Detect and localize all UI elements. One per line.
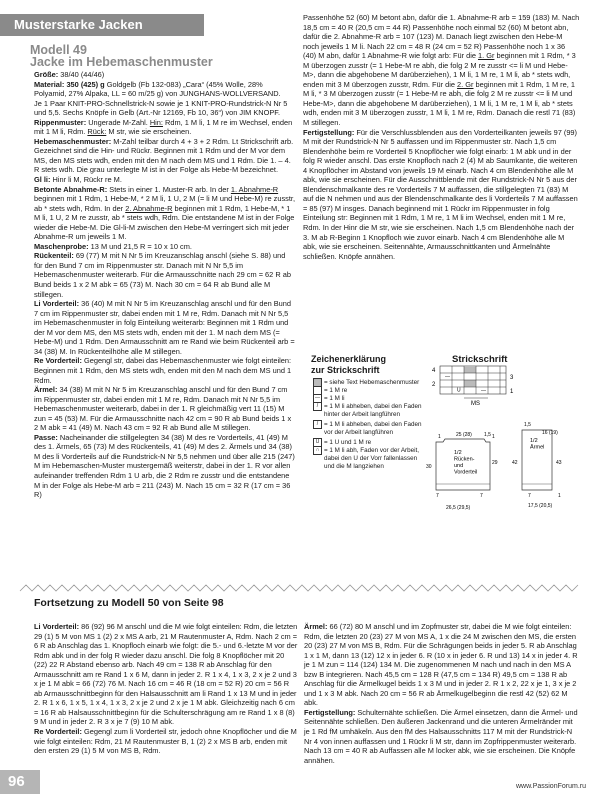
instruction-paragraph: Material: 350 (425) g Goldgelb (Fb 132-083) „Cara“ (45% Wolle, 28% Polyamid, 27% Alpaka, LL = 60 m/25 g) von JUNGHANS-WOLLVERSAND. (34, 79, 281, 99)
dimension-label: 7 (436, 493, 439, 499)
instruction-paragraph: Gl li: Hinr li M, Rückr re M. (34, 175, 122, 185)
row-number: 3 (510, 375, 514, 381)
dimension-label: 30 (426, 464, 432, 470)
legend-item: — = 1 M li (315, 395, 345, 402)
dimension-label: 16 (19) (542, 430, 558, 436)
sleeve-schematic (522, 430, 552, 490)
model-number: Modell 49 (30, 43, 87, 57)
instruction-paragraph: Passe: Nacheinander die stillgelegten 34 (38) M des re Vorderteils, 41 (49) M des 1. Ärmels, 65 (73) M des Rückenteils, 41 (49) M des 2. Ärmels und 34 (38) M des li Vorderteils auf die Rundstrick-N Nr 5,5 nehmen und über alle 215 (247) M im Hebemaschen-Muster mustergemäß weiterstr, dabei in der 1. R vor allen aufeinander treffenden Rdm 1 U arb, die 2 Rdm re zusstr und die entstandene M in der Folge als Hebe-M arb = 211 (243) M. Nach 15 cm = 32 R (17 cm = 36 R) (34, 432, 295, 500)
page-number: 96 (8, 773, 25, 790)
continuation-left-column (34, 622, 298, 756)
page-number-box (0, 770, 40, 794)
legend-item: ∩ = 1 M li abh, Faden vor der Arbeit, dabei den U der Vorr fallenlassen und die M langziehen (313, 447, 428, 471)
dimension-label: 1 (438, 434, 441, 440)
strickschrift-diagram (428, 364, 580, 514)
instruction-paragraph: Maschenprobe: 13 M und 21,5 R = 10 x 10 cm. (34, 241, 192, 251)
legend-symbol-icon: / (313, 420, 322, 429)
instruction-paragraph: Größe: 38/40 (44/46) (34, 70, 105, 79)
instruction-paragraph: Ärmel: 66 (72) 80 M anschl und im Zopfmuster str, dabei die M wie folgt einteilen: Rdm, die letzten 20 (23) 27 M von MS A, 1 x die 24 M zwischen den MS, die ersten 20 (23) 27 M von MS B, Rdm. Für die Schrägungen beids in jeder 5. R ab Anschlag 1 x 1 M, dann 13 (12) 12 x in jeder 6. R (10 x in jeder 6. R und 13) 14 x in jeder 4. R je 1 M zun = 114 (124) 134 M. Die zugenommenen M nach und nach in den MS A bzw B integrieren. Nach 45,5 cm = 128 R (47,5 cm = 134 R) 49,5 cm = 138 R ab Anschlag für die Ärmelkugel beids 1 x 3 M und in jeder 2. R 1 x 2, 22 x je 1, 3 x je 2 und 1 x 3 M abk. Nach 20 cm = 56 R ab Ärmelkugelbeginn die restl 42 (52) 62 M abk. (304, 622, 578, 708)
legend-item: = 1 M re (313, 387, 428, 396)
instruction-paragraph: Li Vorderteil: 36 (40) M mit N Nr 5 im Kreuzanschlag anschl und für den Bund 7 cm im Rippenmuster str, dabei enden mit 1 M re, Rdm. Danach mit N Nr 5,5 im Hebemaschenmuster in folg Einteilung weiterarb: Beginnen mit 1 Rdm und der M vor dem MS, den MS stets wdh, enden mit der 1. M nach dem MS (= Hebe-M) und 1 Rdm. Den Armausschnitt am re Rand wie beim Rückenteil arb = 34 (38) M. In Rückenteilhöhe alle M stillegen. (34, 299, 295, 356)
ms-label: MS (471, 401, 480, 407)
section-title: Musterstarke Jacken (14, 17, 143, 32)
model-name: Jacke im Hebemaschenmuster (30, 55, 213, 69)
continuation-title: Fortsetzung zu Modell 50 von Seite 98 (34, 597, 224, 609)
body-label: 1/2 Rücken-und Vorderteil (454, 450, 478, 476)
instructions-right-column (303, 13, 580, 261)
chart-title: Strickschrift (452, 354, 508, 365)
legend-item: = siehe Text Hebemaschenmuster (313, 379, 428, 388)
svg-text:U: U (457, 387, 461, 394)
instruction-paragraph: Li Vorderteil: 86 (92) 96 M anschl und die M wie folgt einteilen: Rdm, die letzten 29 (1) 5 M von MS 1 (2) 2 x MS A arb, 21 M Rautenmuster A, Rdm. Nach 2 cm = 6 R ab Anschlag das 1. Knopfloch einarb wie folgt: die 5.- und 6.-letzte M vor der Rdm abk und in der folg R wieder dazu anschl. Die folg 8 Knopflöcher mit 20 (22) 22 R Abstand ebenso arb. Nach 49 cm = 138 R ab Anschlag für den Armausschnitt am re Rand 1 x 6 M, dann in jeder 2. R 1 x 4, 1 x 3, 2 x je 2 und 3 x je 1 M abk = 66 (72) 76 M. Nach 16 cm = 46 R (18 cm = 52 R) 20 cm = 56 R ab Armausschnittbeginn für den Halsausschnitt am li Rand 1 x 13 M und in jeder 2. R 1 x 6, 1 x 5, 1 x 4, 1 x 3, 2 x je 2 und 2 x je 1 M abk. Gleichzeitig nach 6 cm = 16 R ab Halsausschnittbeginn für die Schulterschrägung am re Rand 1 x 8 (8) 9 M und in jeder 2. R 3 x je 7 (9) 10 M abk. (34, 622, 298, 727)
schematic-dimensions (426, 422, 562, 511)
instruction-paragraph: Re Vorderteil: Gegengl zum li Vorderteil str, jedoch ohne Knopflöcher und die M wie folgt einteilen: Rdm, 21 M Rautenmuster B, 1 (2) 2 x MS B arb, enden mit den ersten 29 (1) 5 M von MS B, Rdm. (34, 727, 297, 756)
legend-item: U = 1 U und 1 M re (313, 439, 428, 448)
dimension-label: 26,5 (29,5) (446, 505, 471, 511)
legend-item: / = 1 M li abheben, dabei den Faden hinter der Arbeit langführen (313, 403, 428, 419)
legend-item: / = 1 M li abheben, dabei den Faden vor der Arbeit langführen (313, 421, 428, 437)
dimension-label: 25 (28) (456, 432, 472, 438)
legend-symbol-icon: — (315, 395, 320, 401)
row-number: 2 (432, 382, 436, 388)
instruction-paragraph: Betonte Abnahme-R: Stets in einer 1. Muster-R arb. In der 1. Abnahme-R beginnen mit 1 Rdm, 1 Hebe-M, * 2 M li, 1 U, 2 M (= li M und Hebe-M) re zusstr, ab * stets wdh, Rdm. In der 2. Abnahme-R beginnen mit 1 Rdm, 1 Hebe-M, * 1 M li, 1 U, 2 M re zusstr, ab * stets wdh, Rdm. Die entstandene M ist in der Folge wieder die Hebe-M. Die Gl-li-M zwischen den Hebe-M verringert sich mit jeder Abnahme-R um jeweils 1 M. (34, 184, 296, 242)
dimension-label: 1,5 (484, 432, 491, 438)
section-banner (0, 14, 204, 36)
dimension-label: 1,5 (524, 422, 531, 428)
model-title (30, 44, 213, 68)
zigzag-separator (20, 583, 580, 593)
svg-text:—: — (481, 387, 486, 394)
dimension-label: 42 (512, 460, 518, 466)
instruction-paragraph: Rippenmuster: Ungerade M-Zahl. Hin: Rdm, 1 M li, 1 M re im Wechsel, enden mit 1 M li, Rdm. Rück: M str, wie sie erscheinen. (34, 117, 293, 137)
instruction-paragraph: Ärmel: 34 (38) M mit N Nr 5 im Kreuzanschlag anschl und für den Bund 7 cm im Rippenmuster str, dabei enden mit 1 M re, Rdm. Danach mit N Nr 5,5 im Hebemaschenmuster weiterarb, dabei in der 1. R gleichmäßig vert 11 (15) M zun = 45 (53) M. Für die Armausschnitte nach 42 cm = 90 R ab Bund beids 1 x 2 M abk = 41 (49) M. Nach 43 cm = 92 R ab Bund alle M stillegen. (34, 385, 292, 433)
dimension-label: 17,5 (20,5) (528, 503, 553, 509)
dimension-label: 1 (492, 434, 495, 440)
instruction-paragraph: Rückenteil: 69 (77) M mit N Nr 5 im Kreuzanschlag anschl (siehe S. 88) und für den Bund 7 cm im Rippenmuster str. Danach mit N Nr 5,5 im Hebemaschenmuster weiterarb. Für die Armausschnitte nach 29 cm = 62 R ab Bund beids 1 x 2 M abk = 65 (73) M. Nach 30 cm = 64 R ab Bund alle M stillegen. (34, 251, 291, 299)
legend-symbol-icon: / (313, 402, 322, 411)
footer-watermark: www.PassionForum.ru (515, 783, 586, 790)
dimension-label: 43 (556, 460, 562, 466)
legend-symbol-icon: ∩ (313, 446, 322, 455)
instruction-paragraph: Je 1 Paar KNIT-PRO-Schnellstrick-N sowie je 1 KNIT-PRO-Rundstrick-N Nr 5 und 5,5. Sechs Knöpfe in Gelb (Art.-Nr 12169, Fb 10, 36“) von JIM KNOPF. (34, 98, 288, 118)
instruction-paragraph: Re Vorderteil: Gegengl str, dabei das Hebemaschenmuster wie folgt einteilen: Beginnen mit 1 Rdm, den MS stets wdh, enden mit den M nach dem MS und 1 Rdm. (34, 356, 292, 385)
legend-title: Zeichenerklärung zur Strickschrift (311, 354, 387, 375)
body-schematic (436, 439, 490, 490)
instruction-paragraph: Hebemaschenmuster: M-Zahl teilbar durch 4 + 3 + 2 Rdm. Lt Strickschrift arb. Gezeichnet sind die Hin- und Rückr. Beginnen mit 1 Rdm und der M vor dem MS, den MS stets wdh, enden mit den M nach dem MS und 1 Rdm. Die 1. – 4. R stets wdh. Die grau unterlegte M ist in der Folge als Hebe-M bezeichnet. (34, 136, 294, 175)
knitting-chart-grid (440, 366, 506, 394)
instruction-paragraph: Fertigstellung: Für die Verschlussblenden aus den Vorderteilkanten jeweils 97 (99) M mit der Rundstrick-N Nr 5 auffassen und im Rippenmuster str. Nach 1,5 cm Blendenhöhe beim re Vorderteil 5 Knopflöcher wie folgt einarb: 1 M abk und in der folg R wieder anschl. Das erste Knopfloch nach 2 (4) M ab Saumkante, die weiteren 4 Knopflöcher im Abstand von jeweils 19 M einarb. Nach 4 cm Blendenhöhe alle M abk, wie sie erscheinen. Für die Ausschnittblende mit der Rundstrick-N Nr 5 aus der Blendenschmalkante des re Vorderteils 7 M auffassen, die stillgelegten 71 (83) M auf die N nehmen und aus der Blendenschmalkante des li Vorderteils 7 M auffassen = 85 (97) M insges. Danach beginnend mit 1 Rückr im Rippenmuster in folg Einteilung str: Beginnen mit 1 Rdm, 1 M re, 1 M li im Wechsel, enden mit 1 M re, Rdm. In der Hinr die M str, wie sie erscheinen. Nach 1,5 cm Blendenhöhe nach der 3. M ab R-Beginn 1 Knopfloch wie zuvor einarb. Nach 4 cm Blendenhöhe alle M abk, wie sie erscheinen. Seitennähte, Armausschnittkanten und Ärmelnähte schließen. Knöpfe annähen. (303, 127, 578, 261)
legend-symbol-icon: U (313, 438, 322, 447)
dimension-label: 1 (558, 493, 561, 499)
continuation-right-column (304, 622, 579, 765)
svg-text:—: — (445, 373, 450, 380)
instruction-paragraph: Fertigstellung: Schulternähte schließen. Die Ärmel einsetzen, dann die Ärmel- und Seitennähte schließen. Den äußeren Jackenrand und die unteren Ärmelränder mit je 1 Rd fM umhäkeln. Aus den fM des Halsausschnitts 117 M mit der Rundstrick-N Nr 4 von innen auffassen und 1 Rückr li M str, dann im Zopfrippenmuster weiterarb. Nach 13 cm = 40 R ab Auffassen alle M locker abk, wie sie erscheinen. Die Knöpfe annähen. (304, 707, 578, 765)
sleeve-label: 1/2 Ärmel (530, 438, 545, 451)
dimension-label: 7 (480, 493, 483, 499)
dimension-label: 7 (528, 493, 531, 499)
row-number: 1 (510, 389, 514, 395)
instructions-left-column (34, 70, 296, 500)
row-number: 4 (432, 368, 436, 374)
dimension-label: 29 (492, 460, 498, 466)
instruction-paragraph: Passenhöhe 52 (60) M betont abn, dafür die 1. Abnahme-R arb = 159 (183) M. Nach 18,5 cm = 40 R (20,5 cm = 44 R) Passenhöhe noch einmal 52 (60) M betont abn, dafür die 2. Abnahme-R arb = 107 (123) M. Danach liegt zwischen den Hebe-M noch jeweils 1 M li. Nach 22 cm = 48 R (24 cm = 52 R) Passenhöhe noch 1 x 36 (40) M abn, dafür 1 Abnahme-R wie folgt arb: Für die 1. Gr beginnen mit 1 Rdm, * 3 M überzogen zusstr (= 1 Hebe-M re abh, die folg 2 M re zusstr <= li M und Hebe-M>, dann die abgehobene M darüberziehen), 1 M li, 1 M re, 1 M li, ab * stets wdh, enden mit 3 M überzogen zusstr, Rdm. Für die 2. Gr beginnen mit 1 Rdm, 1 M re, 1 M li, * 3 M überzogen zusstr (= 1 Hebe-M re abh, die folg 2 M re zusstr <= li M und Hebe-M>, dann die abgehobene M darüberziehen), 1 M li, 1 M re, 1 M li, ab * stets wdh, enden mit 3 M überzogen zusstr, 1 M li, 1 M re, Rdm. Danach die restl 71 (83) M stillegen. (303, 13, 580, 128)
